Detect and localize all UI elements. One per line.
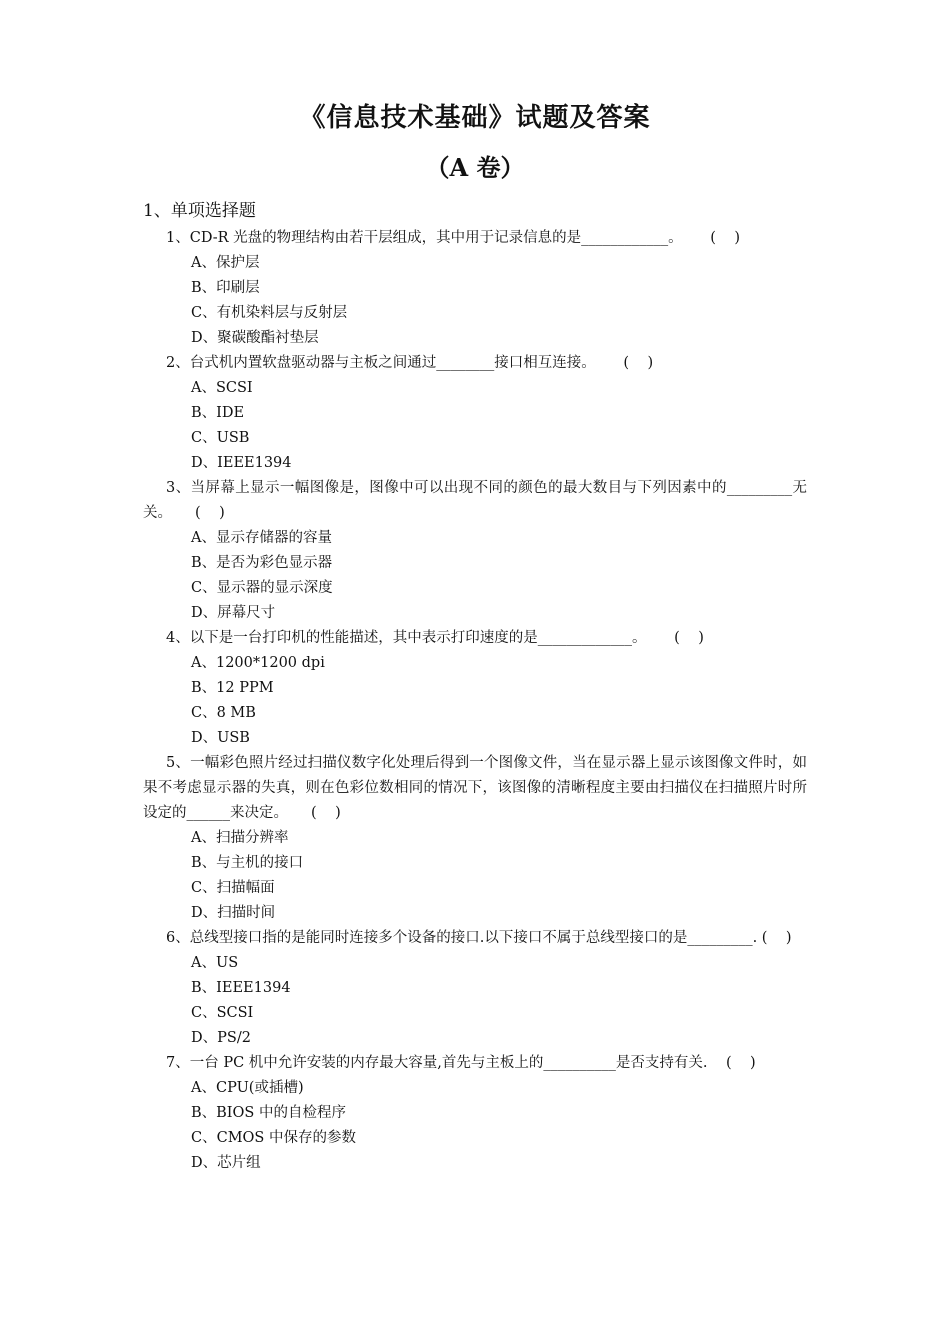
question-text: 3、当屏幕上显示一幅图像是，图像中可以出现不同的颜色的最大数目与下列因素中的 xyxy=(166,480,727,496)
question-text-end: 来决定。 xyxy=(230,805,288,821)
option-d: D、USB xyxy=(191,730,250,746)
answer-blank: ____________ xyxy=(581,230,669,246)
document-title: 《信息技术基础》试题及答案 xyxy=(299,103,651,133)
question-stem xyxy=(143,351,807,376)
question-stem xyxy=(143,226,807,251)
option-a: A、1200*1200 dpi xyxy=(191,655,325,671)
option-list xyxy=(143,1076,807,1176)
question-stem xyxy=(143,1051,807,1076)
question-text-end: 接口相互连接。 xyxy=(494,355,596,371)
question-text-end: 。 xyxy=(631,630,647,646)
option-b: B、是否为彩色显示器 xyxy=(191,555,333,571)
option-c: C、8 MB xyxy=(191,705,256,721)
option-list xyxy=(143,526,807,626)
option-a: A、US xyxy=(191,955,239,971)
option-list xyxy=(143,651,807,751)
answer-bracket: ( ) xyxy=(757,930,792,946)
option-b: B、12 PPM xyxy=(191,680,274,696)
question-text-end: 是否支持有关. xyxy=(615,1055,708,1071)
answer-blank: _________ xyxy=(726,480,793,496)
answer-blank: __________ xyxy=(543,1055,616,1071)
option-c: C、USB xyxy=(191,430,250,446)
document-subtitle: （A 卷） xyxy=(425,153,525,182)
question-text: 5、一幅彩色照片经过扫描仪数字化处理后得到一个图像文件，当在显示器上显示该图像文件时，如果不考虑显示器的失真，则在色彩位数相同的情况下，该图像的清晰程度主要由扫描仪在扫描照片时所设定的 xyxy=(143,755,807,821)
answer-bracket: ( ) xyxy=(288,805,341,821)
option-d: D、芯片组 xyxy=(191,1155,261,1171)
option-d: D、IEEE1394 xyxy=(191,455,292,471)
question-text: 2、台式机内置软盘驱动器与主板之间通过 xyxy=(166,355,437,371)
answer-bracket: ( ) xyxy=(707,1055,756,1071)
option-a: A、CPU(或插槽) xyxy=(191,1080,304,1096)
question-list xyxy=(143,226,807,1176)
section-heading: 1、单项选择题 xyxy=(143,201,256,221)
question-stem xyxy=(143,626,807,651)
option-b: B、与主机的接口 xyxy=(191,855,304,871)
option-c: C、显示器的显示深度 xyxy=(191,580,333,596)
option-list xyxy=(143,376,807,476)
option-d: D、聚碳酸酯衬垫层 xyxy=(191,330,319,346)
option-a: A、扫描分辨率 xyxy=(191,830,289,846)
answer-bracket: ( ) xyxy=(646,630,704,646)
answer-blank: _____________ xyxy=(537,630,632,646)
question-text: 6、总线型接口指的是能同时连接多个设备的接口.以下接口不属于总线型接口的是 xyxy=(166,930,688,946)
option-b: B、IEEE1394 xyxy=(191,980,291,996)
question-text-end: . xyxy=(752,930,758,946)
option-a: A、保护层 xyxy=(191,255,260,271)
option-c: C、有机染料层与反射层 xyxy=(191,305,348,321)
question-text-end: 无关。 xyxy=(143,480,807,521)
answer-bracket: ( ) xyxy=(595,355,654,371)
question-4 xyxy=(143,626,807,751)
option-b: B、IDE xyxy=(191,405,245,421)
option-list xyxy=(143,251,807,351)
option-c: C、SCSI xyxy=(191,1005,254,1021)
question-text-end: 。 xyxy=(668,230,683,246)
question-3 xyxy=(143,476,807,626)
answer-blank: ________ xyxy=(436,355,495,371)
question-5 xyxy=(143,751,807,926)
question-1 xyxy=(143,226,807,351)
option-list xyxy=(143,951,807,1051)
option-a: A、显示存储器的容量 xyxy=(191,530,332,546)
question-text: 4、以下是一台打印机的性能描述，其中表示打印速度的是 xyxy=(166,630,538,646)
answer-blank: ______ xyxy=(186,805,230,821)
question-6 xyxy=(143,926,807,1051)
question-2 xyxy=(143,351,807,476)
option-d: D、PS/2 xyxy=(191,1030,251,1046)
option-a: A、SCSI xyxy=(191,380,253,396)
question-stem xyxy=(143,751,807,826)
option-c: C、CMOS 中保存的参数 xyxy=(191,1130,356,1146)
answer-blank: _________ xyxy=(687,930,753,946)
option-list xyxy=(143,826,807,926)
option-b: B、印刷层 xyxy=(191,280,260,296)
question-text: 1、CD-R 光盘的物理结构由若干层组成，其中用于记录信息的是 xyxy=(166,230,582,246)
option-c: C、扫描幅面 xyxy=(191,880,275,896)
question-text: 7、一台 PC 机中允许安装的内存最大容量,首先与主板上的 xyxy=(166,1055,544,1071)
option-d: D、扫描时间 xyxy=(191,905,276,921)
answer-bracket: ( ) xyxy=(682,230,741,246)
question-7 xyxy=(143,1051,807,1176)
question-stem xyxy=(143,476,807,526)
option-d: D、屏幕尺寸 xyxy=(191,605,276,621)
question-stem xyxy=(143,926,807,951)
option-b: B、BIOS 中的自检程序 xyxy=(191,1105,346,1121)
answer-bracket: ( ) xyxy=(172,505,225,521)
